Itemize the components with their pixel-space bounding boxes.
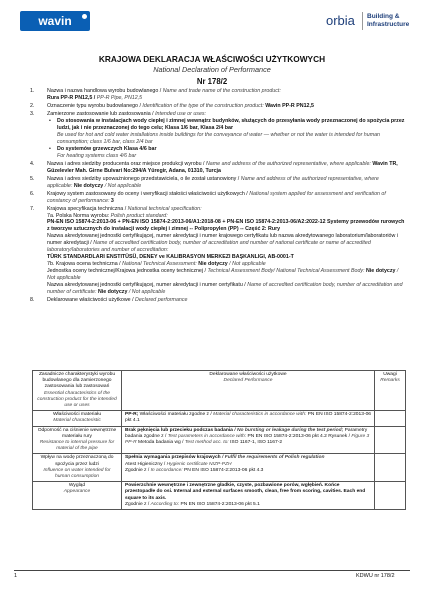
header-text-en: Essential characteristics of the construction product for the intended use or uses: [37, 390, 117, 409]
wavin-logo: [20, 11, 90, 31]
cell-text: Odporność na ciśnienie wewnętrzne materiału rury: [37, 427, 117, 439]
cell-text-en: Material characteristic: [53, 418, 101, 424]
table-row: [33, 426, 406, 454]
declared-performance-table: [32, 370, 406, 510]
cell-text-tail2: PN EN ISO 15874-2:2013-06 pkt 4.3: [182, 467, 264, 473]
page-number: 1: [14, 573, 18, 579]
item-number: 7.: [30, 205, 35, 212]
item-label-en: National system applied for assessment and verification of constancy of performance:: [47, 190, 386, 204]
item-number: 5.: [30, 175, 35, 182]
cell-text: Właściwości materiału zgodne z /: [138, 412, 214, 418]
performance-cell: [122, 454, 375, 482]
document-code: KDWU nr 178/2: [356, 573, 395, 579]
performance-cell: [122, 411, 375, 426]
item-label-en: Declared performance: [135, 296, 188, 303]
item-1: [25, 88, 405, 102]
item-label-en: Identification of the type of the construction product:: [142, 103, 264, 109]
bullet-text-en: For heating systems class 4/6 bar: [57, 152, 137, 159]
item-number: 4.: [30, 160, 35, 167]
header-text: Zasadnicze charakterystyki wyrobu budowlanego dla zamierzonego zastosowania lub zastosowań: [38, 372, 116, 390]
cell-text-en: Appearance: [63, 489, 91, 495]
cell-text-tail-en: Figure 3 PP-R: [125, 433, 370, 446]
cell-text-en: Hygienic certificate NIZP-PZH: [166, 461, 232, 467]
national-assessment-value-en: / Not applicable: [227, 260, 266, 267]
item-value: Rura PP-R PN12,5 /: [47, 94, 97, 101]
item-number: 1.: [30, 88, 35, 94]
orbia-logo: orbia: [326, 13, 355, 28]
cell-bold: Spełnia wymagania przepisów krajowych: [125, 455, 221, 461]
item-8: [25, 297, 405, 304]
declaration-body: [25, 88, 405, 305]
bullet-text: Do stosowania w instalacjach wody ciepłej i zimnej wewnątrz budynków, służących do przesyłania wody przeznaczonej do spożycia przez ludzi, jak i nie przeznaczonej do tego celu; Klasa 1/6 bar, Klasa 2/4 bar: [57, 118, 405, 131]
item-label-en: Name and trade name of the construction product:: [162, 88, 281, 94]
item-4: [25, 161, 405, 175]
item-7: [25, 206, 405, 296]
cert-body-value: TÜRK STANDARDLARI ENSTITÜSÜ, DENEY ve KALIBRASYON MERKEZI BAŞKANLIGI, AB-0001-T: [47, 253, 294, 260]
cell-text-en: Influence on water intended for human consumption: [43, 467, 111, 480]
item-number: 2.: [30, 103, 35, 109]
cell-bold: PP-R;: [125, 412, 139, 418]
cell-text: Parametry badania zgodne z /: [125, 427, 368, 439]
cell-text: Wygląd: [68, 483, 86, 489]
item-number: 8.: [30, 296, 35, 303]
performance-cell: [122, 426, 375, 454]
cell-text-en: According to:: [150, 501, 180, 507]
remarks-cell: [375, 426, 406, 454]
characteristic-cell: [33, 411, 122, 426]
assessment-body-label: Jednostka oceny technicznej/Krajowa jednostka oceny technicznej /: [47, 267, 208, 274]
remarks-cell: [375, 411, 406, 426]
item-label-en: National technical specification:: [127, 205, 202, 212]
document-number: Nr 178/2: [196, 77, 228, 86]
document-subtitle: National Declaration of Performance: [153, 65, 271, 74]
national-assessment-label: 7b. Krajowa ocena techniczna /: [47, 260, 123, 267]
logo-divider: [362, 12, 363, 30]
item-value-en: / Not applicable: [103, 182, 142, 189]
cell-text: Atest Higieniczny /: [125, 461, 167, 467]
item-label: Deklarowane właściwości użytkowe /: [47, 296, 136, 303]
cell-text-en: Resistance to internal pressure for material of the pipe: [39, 440, 115, 452]
cell-text-tail-en: In accordance:: [150, 467, 183, 473]
cell-text: Zgodnie z /: [125, 501, 151, 507]
performance-cell: [122, 482, 375, 510]
cell-bold-en: / No bursting or leakage during the test period;: [232, 427, 344, 433]
wavin-logo-text: wavin: [38, 14, 72, 28]
header-text: Uwagi: [383, 372, 397, 377]
national-assessment-label-en: National Technical Assessment:: [122, 260, 197, 267]
table-row: [33, 454, 406, 482]
item-2: [25, 103, 405, 110]
cert-number-label: Nazwa akredytowanej jednostki certyfikującej, numer akredytacji i numer certyfikatu /: [47, 281, 248, 288]
bullet-text: Do systemów grzewczych Klasa 4/6 bar: [57, 145, 157, 152]
item-label: Krajowa specyfikacja techniczna /: [47, 205, 128, 212]
cert-body-label: Nazwa akredytowanej jednostki certyfikującej, numer akredytacji i numer krajowego certyfikatu lub nazwa akredytowanego laboratorium/laboratoriów i numer akredytacji /: [47, 233, 398, 247]
item-label-en: Name and address of the authorized representative, where applicable:: [47, 175, 379, 189]
item-3: [25, 111, 405, 159]
item-value-en: PP-R Pipe, PN12,5: [96, 94, 143, 101]
polish-standard-value: PN-EN ISO 15874-2:2013-06 + PN-EN ISO 15874-2:2013-06/A1:2018-08 + PN-EN ISO 15874-2:2013-06/A2:2022-12 Systemy przewodów rurowych z tworzyw sztucznych do instalacji wody ciepłej i zimnej -- Polipropylen (PP) -- Część 2: Rury: [47, 219, 405, 233]
assessment-body-label-en: Technical Assessment Body/ National Technical Assessment Body:: [207, 267, 365, 274]
item-label: Nazwa i nazwa handlowa wyrobu budowlanego /: [47, 88, 163, 94]
cert-body-label-en: Name of accredited certification body, number of accreditation and number of national certificate or name of accredited laboratory/laboratories and number of accreditation:: [47, 240, 371, 254]
tagline-line-1: Building &: [367, 13, 400, 20]
page-header: [0, 0, 424, 30]
item-value: 3: [110, 197, 114, 204]
item-value: Nie dotyczy: [73, 182, 104, 189]
cert-number-label-en: Name of accredited certification body, number of accreditation and number of certificate:: [47, 281, 403, 295]
cell-text-tail: PN EN ISO 15874-2:2013-06 pkt 4.1: [125, 412, 372, 424]
item-value: Wavin PP-R PN12,5: [265, 103, 314, 109]
cell-bold: Brak pęknięcia lub przecieku podczas badania: [125, 427, 233, 433]
table-row: [33, 482, 406, 510]
document-title: KRAJOWA DEKLARACJA WŁAŚCIWOŚCI UŻYTKOWYCH: [98, 54, 326, 64]
assessment-body-value: Nie dotyczy: [366, 267, 396, 274]
cell-bold: Powierzchnie wewnętrzne i zewnętrzne gładkie, czyste, pozbawione porów, wgłębień. Końce przestopadłe do osi. Internal and external surfaces smooth, clean, free from scoring, cavities. Each end square to its axis.: [125, 483, 366, 501]
polish-standard-label: 7a. Polska Norma wyrobu:: [47, 212, 111, 219]
cell-bold-en: / Fulfil the requirements of Polish regulation: [220, 455, 325, 461]
item-label: Krajowy system zastosowany do oceny i weryfikacji stałości właściwości użytkowych /: [47, 190, 250, 197]
cell-text-tail: PN EN ISO 15874-2:2013-06 pkt 5.1: [179, 501, 260, 507]
item-label: Nazwa i adres siedziby upoważnionego przedstawiciela, o ile został ustanowiony /: [47, 175, 241, 182]
item-number: 3.: [30, 111, 35, 118]
tagline-line-2: Infrastructure: [367, 21, 410, 28]
item-label: Zamierzone zastosowanie lub zastosowania /: [47, 111, 156, 118]
characteristic-cell: [33, 482, 122, 510]
cell-text-tail3: ISO 1167-1, ISO 1167-2: [228, 440, 283, 446]
assessment-body-value-en: / Not applicable: [47, 267, 399, 281]
cert-number-value: Nie dotyczy: [97, 288, 128, 295]
header-cell-remarks: [375, 371, 406, 411]
item-label-en: Name and address of the authorized representative, where applicable:: [205, 160, 371, 167]
cell-text-tail: PN EN ISO 15874-2:2013-06 pkt 4.2 Rysunek /: [246, 433, 352, 439]
footer-divider: [14, 570, 410, 571]
cell-text-tail2: Metoda badania wg /: [136, 440, 185, 446]
characteristic-cell: [33, 454, 122, 482]
polish-standard-label-en: Polish product standard:: [110, 212, 168, 219]
header-cell-performance: [122, 371, 375, 411]
national-assessment-value: Nie dotyczy: [198, 260, 228, 267]
header-cell-characteristics: [33, 371, 122, 411]
intended-use-bullet-1: [47, 118, 405, 146]
remarks-cell: [375, 482, 406, 510]
cell-text-en: Material characteristics in accordance with:: [213, 412, 307, 418]
header-text-en: Remarks: [380, 378, 400, 384]
table-header-row: [33, 371, 406, 411]
header-text-en: Declared Performance: [223, 378, 273, 384]
item-label: Nazwa i adres siedziby producenta oraz miejsce produkcji wyrobu /: [47, 160, 206, 167]
orbia-tagline: [367, 13, 409, 29]
cell-text: Wpływ na wodę przeznaczoną do spożycia przez ludzi: [40, 455, 114, 467]
logo-dot-icon: [82, 14, 87, 19]
bullet-text-en: Be used for hot and cold water installations inside buildings for the conveyance of water — whether or not the water is intended for human consumption; class 1/6 bar, class 2/4 bar: [57, 131, 381, 145]
item-5: [25, 176, 405, 190]
table-row: [33, 411, 406, 426]
header-text: Deklarowane właściwości użytkowe: [209, 372, 287, 377]
characteristic-cell: [33, 426, 122, 454]
cell-text: Właściwości materiału: [52, 412, 102, 418]
intended-use-bullet-2: [47, 146, 405, 160]
cell-text-tail: Zgodnie z /: [125, 467, 151, 473]
item-label: Oznaczenie typu wyrobu budowlanego /: [47, 103, 143, 109]
item-label-en: Intended use or uses:: [155, 111, 207, 118]
cell-text-en: Test parameters in accordance with:: [167, 433, 247, 439]
item-value: Wavin TR, Güzelevler Mah. Girne Bulvari No:294/A Yüregir, Adana, 01310, Turcja: [47, 160, 398, 174]
cert-number-value-en: / Not applicable: [127, 288, 166, 295]
cell-text-tail2-en: Test method acc. to:: [184, 440, 229, 446]
item-6: [25, 191, 405, 205]
remarks-cell: [375, 454, 406, 482]
item-number: 6.: [30, 190, 35, 197]
